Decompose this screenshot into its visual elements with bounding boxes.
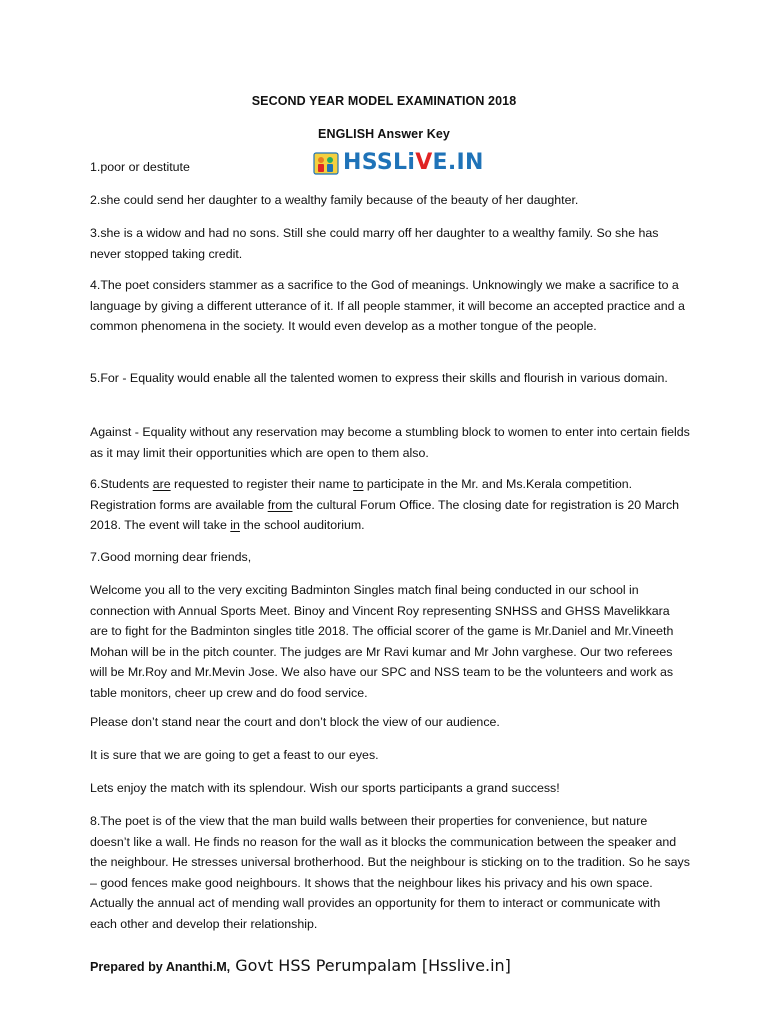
correction-are: are (152, 477, 171, 491)
answer-7-request: Please don’t stand near the court and don’t block the view of our audience. (90, 715, 500, 729)
school-name: Govt HSS Perumpalam [Hsslive.in] (230, 956, 511, 975)
answer-7-closing: Lets enjoy the match with its splendour. Wish our sports participants a grand success! (90, 781, 560, 795)
correction-in: in (230, 518, 240, 533)
hsslive-wordmark: HSSLiVE.IN (343, 150, 484, 175)
correction-to: to (353, 477, 364, 491)
answer-4: 4.The poet considers stammer as a sacrifice to the God of meanings. Unknowingly we make a sacrifice to a language by giving a different utterance of it. If all people stammer, it will become an accepted practice and a common phenomena in the society. It would even develop as a mother tongue of the people. (90, 278, 685, 334)
answer-5-against: Against - Equality without any reservation may become a stumbling block to women to enter into certain fields as it may limit their opportunities which are open to them also. (90, 425, 690, 460)
prepared-by: Prepared by Ananthi.M, (90, 960, 231, 974)
footer-credit (90, 956, 710, 975)
answer-2: 2.she could send her daughter to a wealthy family because of the beauty of her daughter. (90, 193, 579, 207)
answer-7-greeting: 7.Good morning dear friends, (90, 550, 252, 564)
answer-key-subtitle: ENGLISH Answer Key (318, 127, 450, 141)
answer-6: 6.Students are requested to register their name to participate in the Mr. and Ms.Kerala competition. Registration forms are available from the cultural Forum Office. The closing date for registration is 20 March 2018. The event will take in the school auditorium. (90, 477, 680, 533)
answer-7-feast: It is sure that we are going to get a feast to our eyes. (90, 748, 379, 762)
answer-3: 3.she is a widow and had no sons. Still she could marry off her daughter to a wealthy family. So she has never stopped taking credit. (90, 226, 659, 261)
answer-7-welcome: Welcome you all to the very exciting Badminton Singles match final being conducted in our school in connection with Annual Sports Meet. Binoy and Vincent Roy representing SNHSS and GHSS Mavelikkara are to fight for the Badminton singles title 2018. The official scorer of the game is Mr.Daniel and Mr.Vineeth Mohan will be in the pitch counter. The judges are Mr Ravi kumar and Mr John varghese. Our two referees will be Mr.Roy and Mr.Mevin Jose. We also have our SPC and NSS team to be the volunteers and work as table monitors, cheer up crew and do food service. (90, 583, 674, 700)
answer-1: 1.poor or destitute (90, 160, 190, 174)
answer-8: 8.The poet is of the view that the man build walls between their properties for convenience, but nature doesn’t like a wall. He finds no reason for the wall as it blocks the communication between the speaker and the neighbour. He stresses universal brotherhood. But the neighbour is sticking on to the tradition. So he says – good fences make good neighbours. It shows that the neighbour likes his privacy and his own space. Actually the annual act of mending wall provides an opportunity for them to interact or communicate with each other and develop their relationship. (90, 814, 690, 931)
answer-5-for: 5.For - Equality would enable all the talented women to express their skills and flourish in various domain. (90, 371, 668, 385)
exam-title: SECOND YEAR MODEL EXAMINATION 2018 (251, 94, 517, 108)
correction-from: from (267, 497, 293, 512)
